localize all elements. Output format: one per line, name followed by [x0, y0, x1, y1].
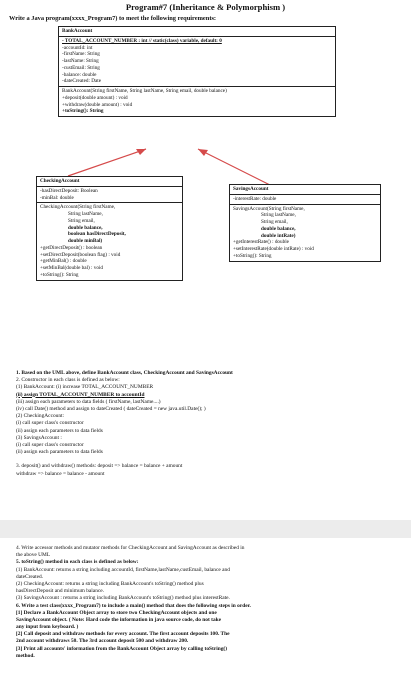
uml-field: -hasDirectDeposit: Boolean [40, 187, 98, 194]
uml-method: +setMinBal(double bal) : void [40, 265, 104, 271]
uml-class-name: CheckingAccount [37, 177, 182, 187]
uml-field: -interestRate: double [233, 195, 277, 202]
req-line: (ii) assign TOTAL_ACCOUNT_NUMBER to accountId [16, 391, 145, 398]
uml-fields [37, 187, 182, 204]
uml-param: boolean hasDirectDeposit, [68, 231, 126, 238]
requirements-1-3 [16, 370, 233, 478]
savings-inheritance-arrow [198, 149, 272, 186]
req-line: method. [16, 652, 35, 659]
uml-fields [230, 195, 380, 205]
uml-param: String email, [68, 217, 95, 224]
req-line: dateCreated. [16, 573, 44, 580]
uml-methods [37, 203, 182, 279]
uml-class-name: SavingsAccount [230, 185, 380, 195]
req-line: (1) BankAccount: (i) increase TOTAL_ACCOUNT_NUMBER [16, 384, 154, 391]
req-line: 2. Constructor in each class is defined as below: [16, 377, 120, 384]
checking-inheritance-arrow [68, 149, 146, 176]
uml-param: String lastName, [68, 211, 103, 217]
req-line: (3) SavingsAccount : [16, 434, 62, 441]
req-line: any input from keyboard. ) [16, 624, 79, 631]
uml-field: -balance: double [62, 71, 97, 78]
uml-method: +getDirectDeposit() : boolean [40, 244, 103, 251]
uml-method: +deposit(double amount) : void [62, 94, 128, 101]
uml-savingsaccount [229, 184, 381, 262]
uml-param: String email, [261, 219, 288, 225]
uml-method: +setInterestRate(double intRate) : void [233, 246, 314, 252]
page-gap [0, 520, 411, 538]
req-line: hasDirectDeposit and minimum balance. [16, 588, 105, 595]
req-line: (i) call super class's constructor [16, 441, 84, 448]
uml-methods [230, 205, 380, 261]
requirements-4-6 [16, 545, 251, 660]
uml-method: +toString(): String [233, 252, 272, 259]
uml-field: -custEmail: String [62, 64, 100, 71]
uml-class-name: BankAccount [59, 27, 335, 37]
req-line: 4. Write accessor methods and mutator methods for CheckingAccount and SavingAccount as described in [16, 545, 245, 551]
uml-bankaccount [58, 26, 336, 117]
req-line: (iv) call Date() method and assign to dateCreated ( dateCreated = new java.util.Date(); ) [16, 405, 206, 412]
req-line: (2) CheckingAccount: returns a string including BankAccount's toString() method plus [16, 580, 204, 587]
uml-method: +setDirectDeposit(boolean flag) : void [40, 251, 121, 258]
req-line: 6. Write a test class(xxxx_Program7) to include a main() method that does the following steps in order. [16, 602, 251, 609]
uml-constructor: CheckingAccount(String firstName, [40, 204, 116, 211]
req-line: (ii) assign each parameters to data fields [16, 427, 103, 434]
uml-field: -firstName: String [62, 51, 100, 58]
req-line: (iii) assign each parameters to data fields ( firstName, lastName....) [16, 398, 161, 405]
req-line: (i) call super class's constructor [16, 420, 84, 427]
uml-param: double minBal) [68, 238, 103, 244]
req-line: withdraw => balance = balance - amount [16, 470, 105, 477]
uml-param: double balance, [68, 224, 103, 231]
req-line: the above UML [16, 552, 51, 559]
intro-text: Write a Java program(xxxx_Program7) to meet the following requirements: [9, 15, 217, 22]
uml-method: +withdraw(double amount) : void [62, 101, 133, 108]
req-line: 3. deposit() and withdraw() methods: deposit => balance = balance + amount [16, 463, 183, 470]
uml-checkingaccount [36, 176, 183, 281]
page-title: Program#7 (Inheritance & Polymorphism ) [125, 2, 286, 12]
uml-method: +toString(): String [40, 271, 79, 278]
req-line: (3) SavingsAccount : returns a string including BankAccount's toString() method plus interestRate. [16, 595, 230, 602]
req-line: 2nd account withdraws 50. The 3rd account deposit 500 and withdraw 200. [16, 638, 189, 645]
savings-arrowhead [198, 149, 208, 156]
uml-field: -minBal: double [40, 194, 74, 201]
req-line: 5. toString() method in each class is defined as below: [16, 559, 139, 566]
uml-param: double intRate) [261, 232, 296, 239]
uml-field: -accountId: int [62, 44, 93, 51]
uml-method: +toString(): String [62, 108, 104, 115]
req-line: SavingAccount object. ( Note: Hard code the information in java source code, do not take [16, 616, 222, 623]
uml-methods [59, 87, 335, 116]
uml-constructor: SavingsAccount(String firstName, [233, 205, 305, 212]
uml-constructor: BankAccount(String firstName, String lastName, String email, double balance) [62, 88, 227, 94]
uml-field: -dateCreated: Date [62, 78, 102, 85]
uml-param: double balance, [261, 225, 296, 232]
uml-static-field: - TOTAL_ACCOUNT_NUMBER : int // static(class) variable, default: 0 [62, 37, 222, 44]
req-line: [1] Declare a BankAccount Object array to store two CheckingAccount objects and one [16, 609, 217, 616]
checking-arrowhead [136, 149, 146, 155]
req-line: (ii) assign each parameters to data fields [16, 449, 103, 456]
req-line: (2) CheckingAccount: [16, 413, 65, 420]
uml-method: +getMinBal() : double [40, 258, 87, 265]
req-line: 1. Based on the UML above, define BankAccount class, CheckingAccount and SavingsAccount [16, 370, 233, 376]
req-line: [3] Print all accounts' information from the BankAccount Object array by calling toString() [16, 645, 228, 652]
req-line: (1) BankAccount: returns a string including accountId, firstName,lastName,custEmail, balance and [16, 566, 230, 573]
uml-field: -lastName: String [62, 58, 99, 64]
uml-param: String lastName, [261, 212, 296, 219]
uml-fields [59, 37, 335, 87]
req-line: [2] Call deposit and withdraw methods for every account. The first account deposits 100. The [16, 631, 230, 638]
uml-method: +getInterestRate() : double [233, 239, 289, 246]
